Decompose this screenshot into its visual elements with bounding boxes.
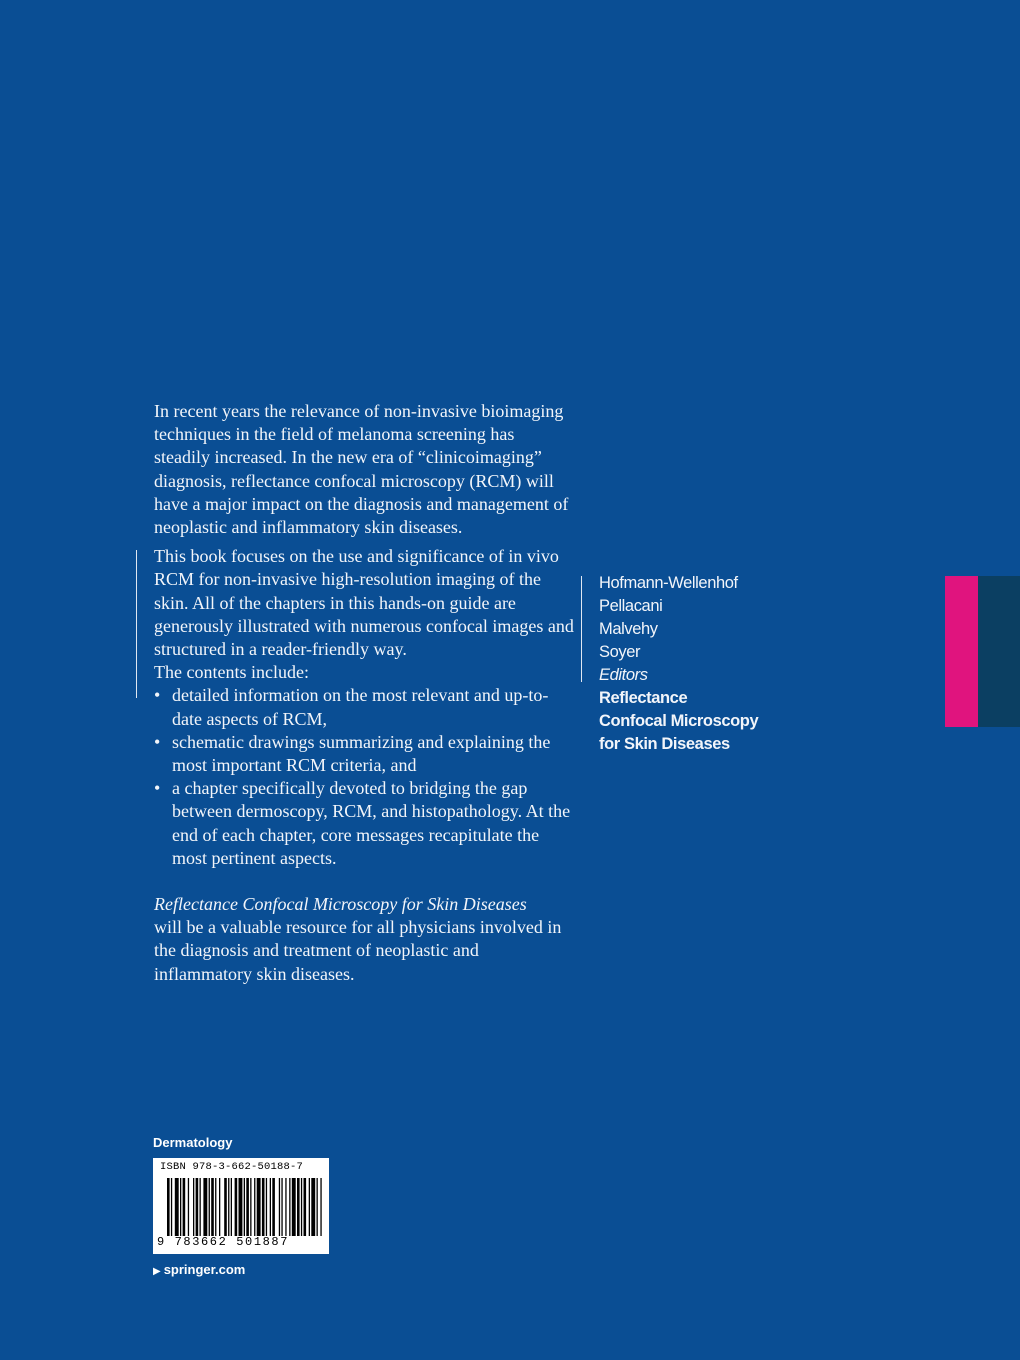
barcode-bar [188, 1178, 189, 1236]
barcode-bar [266, 1178, 267, 1236]
focus-paragraph: This book focuses on the use and significance of in vivo RCM for non-invasive high-resolution imaging of the skin. All of the chapters in this hands-on guide are generously illustrated with numerous confocal images and structured in a reader-friendly way. [154, 546, 574, 660]
barcode-bar [304, 1178, 307, 1236]
contents-intro: The contents include: [154, 662, 309, 683]
spine-tab-dark [978, 576, 1020, 727]
blurb-divider-line [136, 550, 137, 698]
barcode-bar [244, 1178, 245, 1236]
barcode-bar [196, 1178, 199, 1236]
barcode-bar [211, 1178, 214, 1236]
barcode-bar [309, 1178, 310, 1236]
barcode-bar [246, 1178, 249, 1236]
ean-digits: 9 783662 501887 [157, 1235, 290, 1249]
barcode-bar [285, 1178, 286, 1236]
barcode-bar [235, 1178, 238, 1236]
barcode-bar [262, 1178, 265, 1236]
focus-block [154, 545, 574, 870]
barcode-bar [292, 1178, 296, 1236]
barcode-bar [193, 1178, 194, 1236]
barcode-bar [270, 1178, 271, 1236]
barcode-bar [231, 1178, 232, 1236]
barcode-bar [215, 1178, 216, 1236]
subject-category: Dermatology [153, 1135, 233, 1150]
list-item: • a chapter specifically devoted to bridging the gap between dermoscopy, RCM, and histopathology. At the end of each chapter, core messages recapitulate the most pertinent aspects. [154, 777, 574, 870]
barcode-bar [320, 1178, 321, 1236]
book-title-italic: Reflectance Confocal Microscopy for Skin Diseases [154, 894, 527, 915]
barcode-bar [180, 1178, 181, 1236]
barcode-bar [281, 1178, 282, 1236]
editors-role-label: Editors [599, 666, 648, 684]
publisher-website[interactable] [153, 1262, 245, 1277]
spine-tab-pink [945, 576, 978, 727]
closing-text: will be a valuable resource for all physicians involved in the diagnosis and treatment of neoplastic and inflammatory skin diseases. [154, 917, 562, 984]
barcode-bar [228, 1178, 229, 1236]
list-item: • schematic drawings summarizing and explaining the most important RCM criteria, and [154, 731, 574, 777]
barcode-bar [224, 1178, 227, 1236]
intro-paragraph: In recent years the relevance of non-invasive bioimaging techniques in the field of melanoma screening has steadily increased. In the new era of “clinicoimaging” diagnosis, reflectance confocal microscopy (RCM) will have a major impact on the diagnosis and management of neoplastic and inflammatory skin diseases. [154, 401, 569, 538]
barcode-bar [289, 1178, 290, 1236]
barcode-bar [250, 1178, 251, 1236]
contents-list [154, 684, 574, 870]
barcode-bar [279, 1178, 280, 1236]
barcode-bar [254, 1178, 255, 1236]
barcode-bar [219, 1178, 220, 1236]
book-title-line: for Skin Diseases [599, 735, 730, 753]
book-title-line: Reflectance [599, 689, 688, 707]
editor-name: Hofmann-Wellenhof [599, 574, 738, 592]
editor-name: Soyer [599, 643, 641, 661]
triangle-right-icon: ▶ [153, 1266, 161, 1277]
barcode-bar [272, 1178, 275, 1236]
back-cover-blurb [154, 400, 574, 986]
barcode-bar [200, 1178, 201, 1236]
isbn-barcode [153, 1158, 329, 1254]
barcode-bar [167, 1178, 170, 1236]
barcode-bar [301, 1178, 302, 1236]
editor-name: Pellacani [599, 597, 663, 615]
barcode-bar [209, 1178, 210, 1236]
barcode-bar [175, 1178, 179, 1236]
list-item: • detailed information on the most relevant and up-to-date aspects of RCM, [154, 684, 574, 730]
book-title-line: Confocal Microscopy [599, 712, 759, 730]
editors-divider-line [581, 576, 582, 682]
closing-paragraph [154, 893, 574, 986]
website-link[interactable]: springer.com [163, 1262, 246, 1277]
barcode-bar [311, 1178, 315, 1236]
editor-name: Malvehy [599, 620, 658, 638]
barcode-bar [203, 1178, 207, 1236]
editors-block [581, 572, 758, 756]
barcode-bar [239, 1178, 243, 1236]
barcode-bar [183, 1178, 186, 1236]
isbn-label: ISBN 978-3-662-50188-7 [160, 1161, 304, 1173]
barcode-bar [317, 1178, 318, 1236]
barcode-bar [297, 1178, 300, 1236]
barcode-bar [257, 1178, 261, 1236]
barcode-bar [171, 1178, 172, 1236]
